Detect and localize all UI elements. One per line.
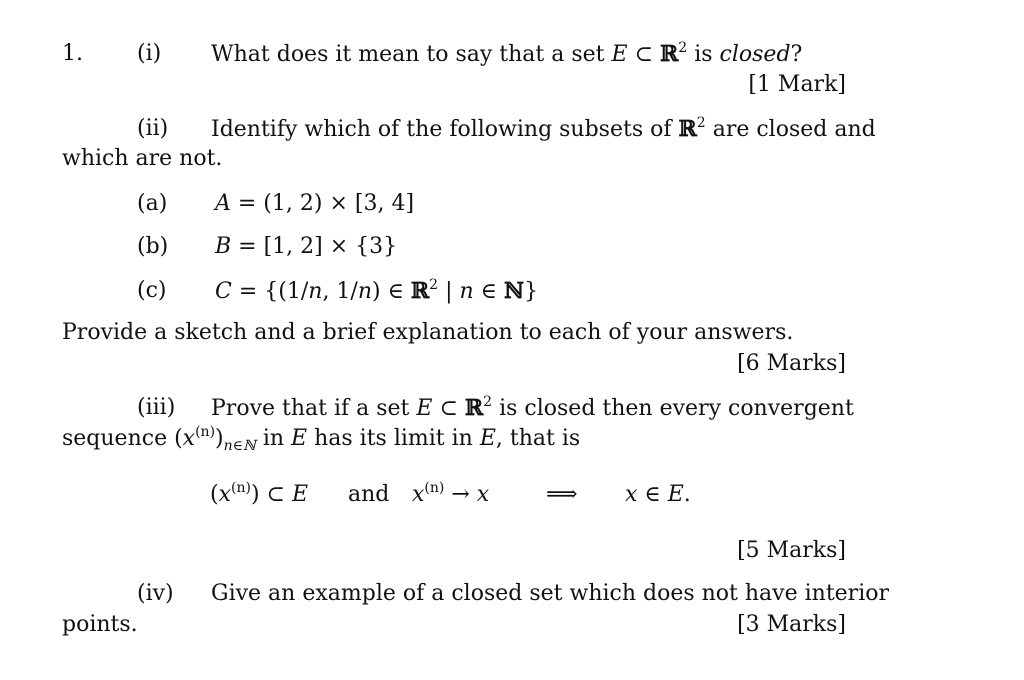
paren: ( [210,482,219,507]
set-a-def: = (1, 2) × [3, 4] [230,191,415,216]
part-ii-text: Identify which of the following subsets of [211,117,679,142]
closed-word: closed [719,42,791,67]
display-conclusion [625,484,691,506]
part-ii-line2: which are not. [62,146,223,171]
part-iii-marks: [5 Marks] [737,538,846,563]
reals-symbol: ℝ [464,395,484,421]
item-c-expression [215,277,539,304]
superscript: (n) [195,424,216,440]
reals-symbol: ℝ [660,41,679,67]
set-e: E [291,482,309,507]
part-ii-label: (ii) [137,116,169,141]
subset-symbol: ⊂ [432,396,465,421]
set-c: C [215,279,232,304]
part-iii-text: sequence ( [62,426,183,451]
power: 2 [483,394,493,410]
part-iii-text: Prove that if a set [211,396,417,421]
display-equation-left [210,480,309,507]
question-mark: ? [790,42,803,67]
part-iii-line1 [211,394,854,421]
set-e: E [667,482,684,507]
x-var: x [182,426,196,451]
part-i-label: (i) [137,41,162,66]
item-a-label: (a) [137,191,168,216]
period: . [683,482,691,507]
x-var: x [476,482,490,507]
n-var: n [357,279,373,304]
element-of: ∈ [637,482,668,507]
x-var: x [625,482,638,507]
x-var: x [412,482,425,507]
power: 2 [429,277,439,293]
set-e: E [416,396,433,421]
part-ii-line1 [211,115,876,142]
item-b-expression [215,236,397,258]
set-e: E [291,426,308,451]
question-number: 1. [62,41,83,66]
set-a: A [215,191,231,216]
x-var: x [218,482,232,507]
set-e: E [611,42,628,67]
n-var: n [308,279,323,304]
set-b: B [215,234,232,259]
part-iv-line1: Give an example of a closed set which does not have interior [211,581,889,606]
c-part: } [524,279,539,304]
item-a-expression [215,193,414,215]
item-b-label: (b) [137,234,169,259]
superscript: (n) [424,480,445,496]
n-var: n [459,279,474,304]
part-i-text: What does it mean to say that a set [211,42,612,67]
power: 2 [678,40,688,56]
subset-part: ) ⊂ [250,482,292,507]
part-i-text-mid: is [687,42,720,67]
item-c-label: (c) [137,278,167,303]
part-iii-text: , that is [495,426,581,451]
c-part: | [438,279,460,304]
set-e: E [479,426,496,451]
c-part: = {(1/ [231,279,309,304]
implies-symbol: ⟹ [546,482,578,507]
part-iii-line2 [62,424,581,454]
paren: ) [215,426,224,451]
part-iii-text-after: is closed then every convergent [492,396,854,421]
subscript: n∈ℕ [223,438,256,454]
subset-symbol: ⊂ [627,42,660,67]
superscript: (n) [231,480,251,496]
part-iv-label: (iv) [137,581,174,606]
part-i-marks: [1 Mark] [748,72,846,97]
display-and: and [348,482,390,507]
c-part: , 1/ [322,279,358,304]
arrow: → [444,482,477,507]
part-ii-marks: [6 Marks] [737,351,846,376]
part-ii-text-after: are closed and [705,117,876,142]
power: 2 [696,115,706,131]
part-iv-marks: [3 Marks] [737,612,846,637]
c-part: ) ∈ [372,279,411,304]
part-ii-instruction: Provide a sketch and a brief explanation to each of your answers. [62,320,794,345]
part-i-question [211,40,803,67]
part-iii-label: (iii) [137,395,176,420]
reals-symbol: ℝ [410,278,430,304]
part-iii-text: has its limit in [307,426,480,451]
set-b-def: = [1, 2] × {3} [231,234,398,259]
part-iii-text: in [255,426,292,451]
c-part: ∈ [473,279,504,304]
display-convergence [412,480,490,507]
naturals-symbol: ℕ [503,278,525,304]
part-iv-line2: points. [62,612,138,637]
reals-symbol: ℝ [678,116,697,142]
